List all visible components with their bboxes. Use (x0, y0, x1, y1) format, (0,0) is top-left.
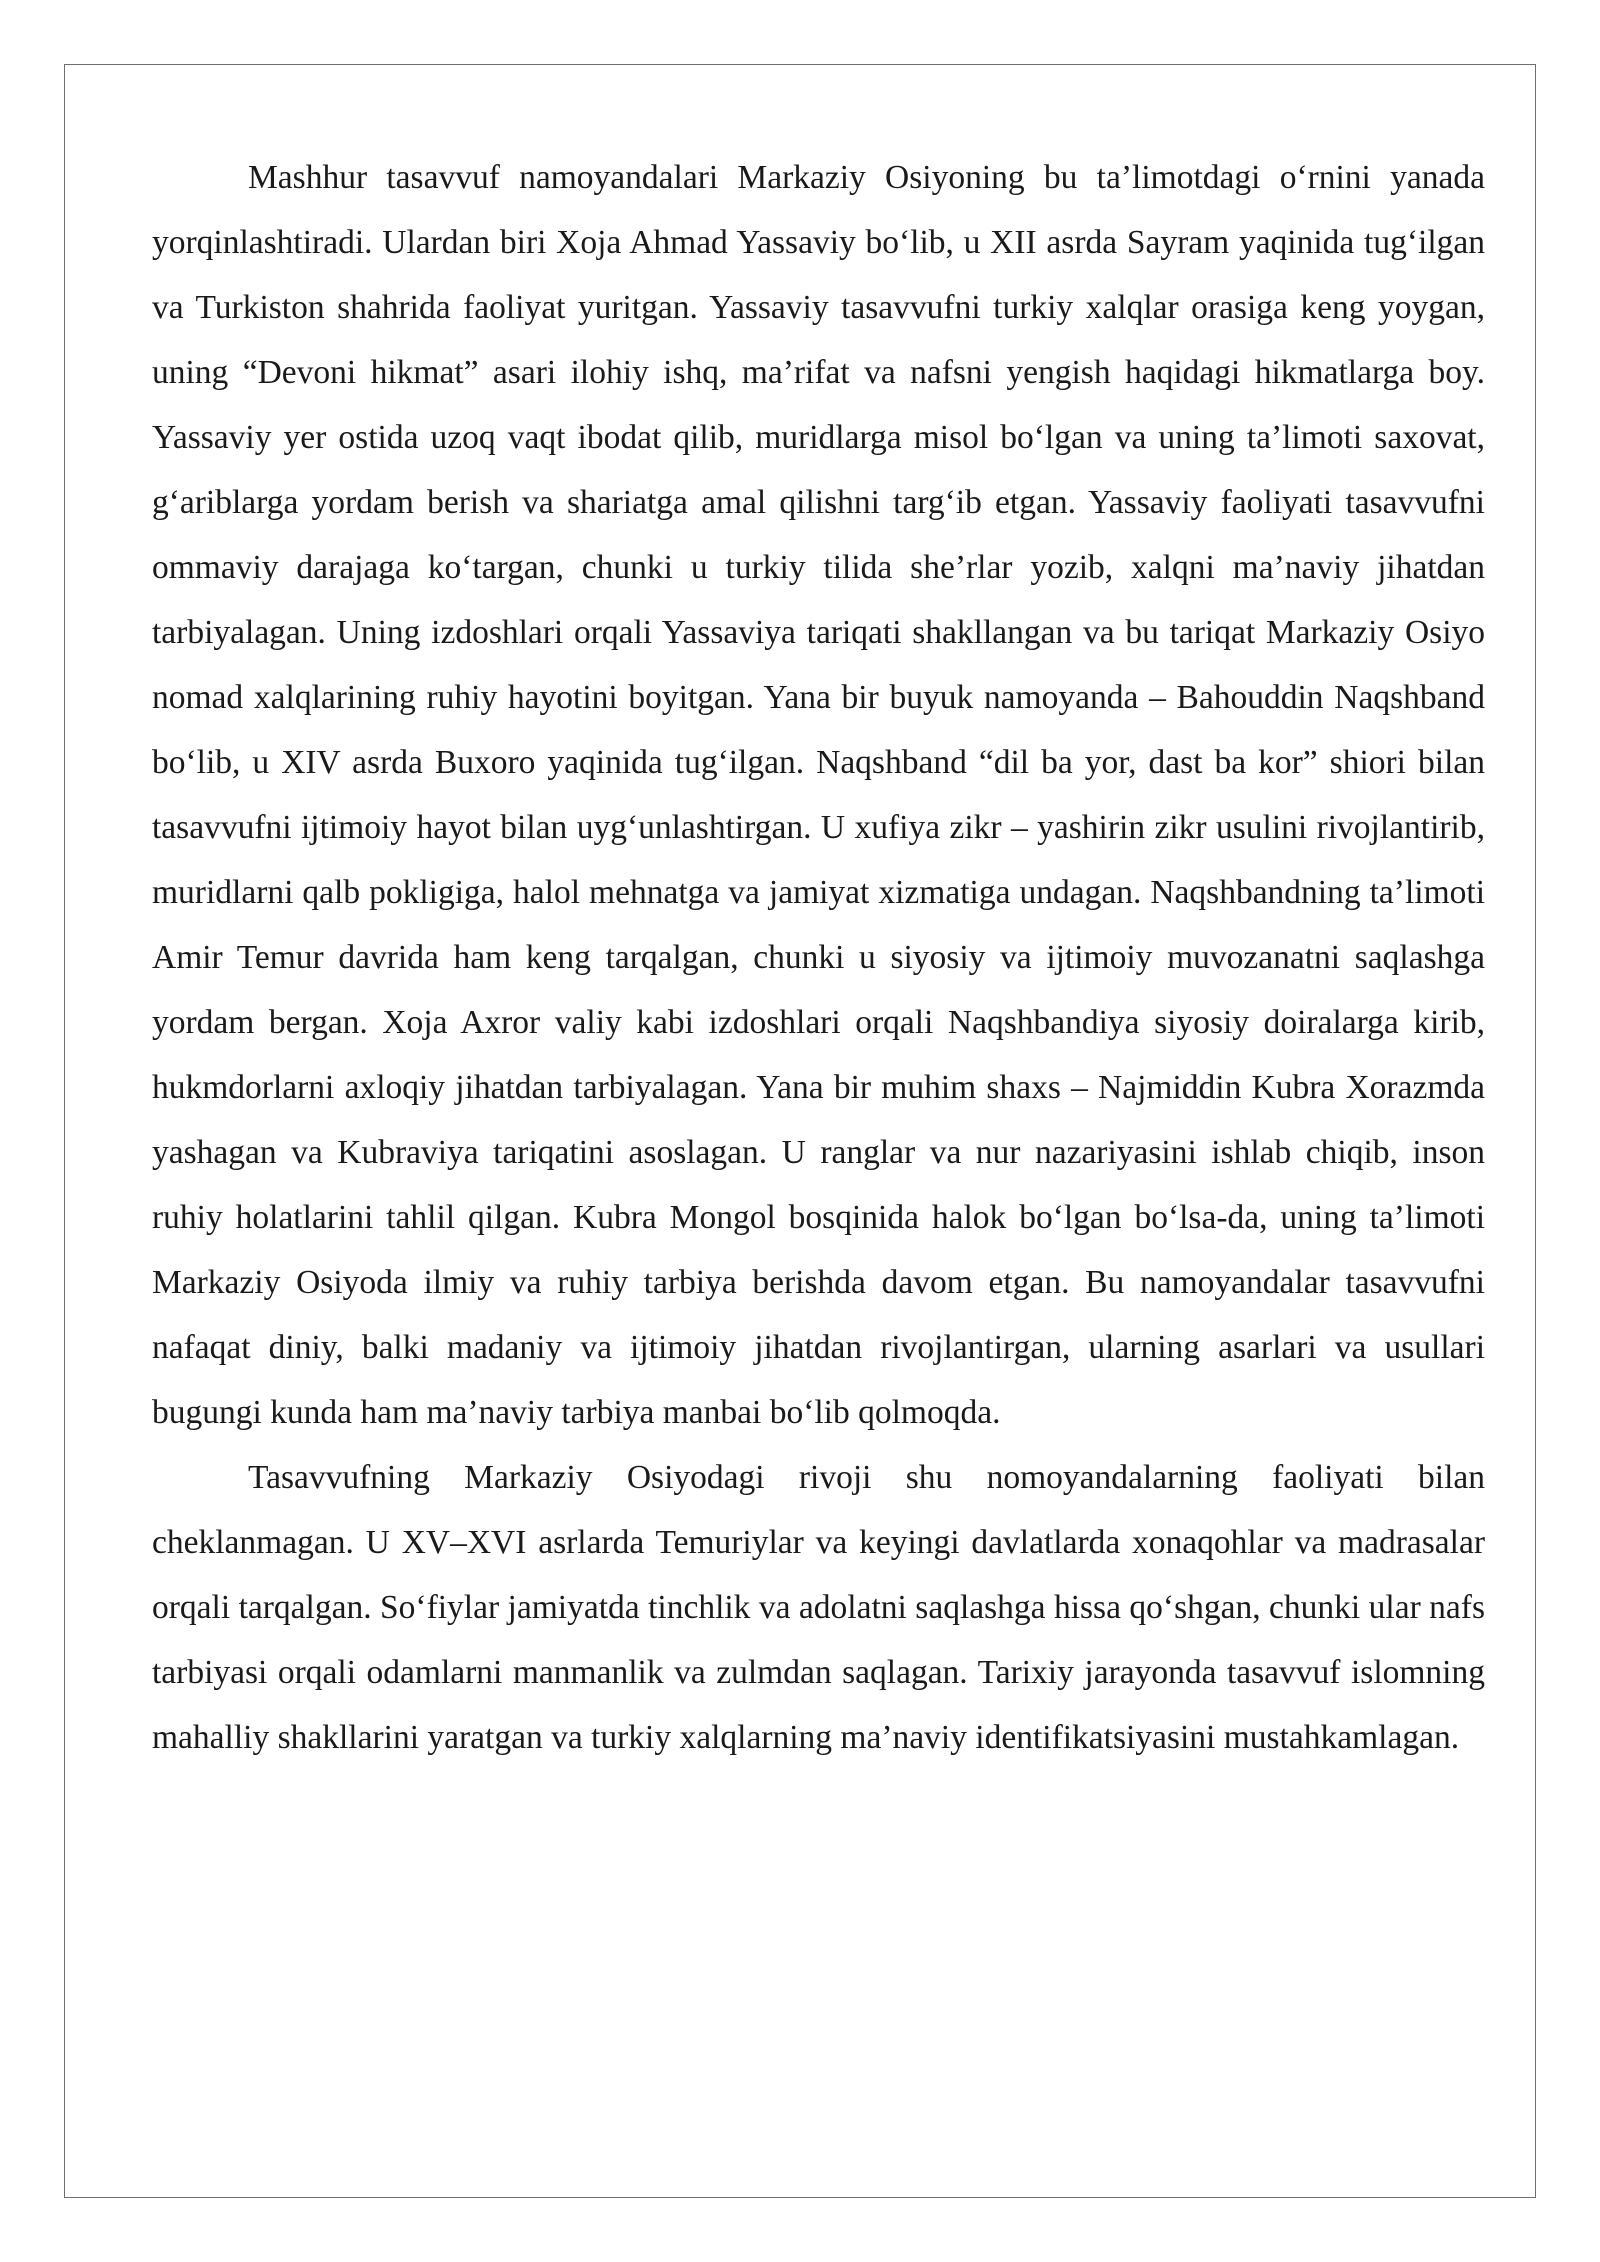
paragraph-1: Mashhur tasavvuf namoyandalari Markaziy Osiyoning bu ta’limotdagi o‘rnini yanada yorqinlashtiradi. Ulardan biri Xoja Ahmad Yassaviy bo‘lib, u XII asrda Sayram yaqinida tug‘ilgan va Turkiston shahrida faoliyat yuritgan. Yassaviy tasavvufni turkiy xalqlar orasiga keng yoygan, uning “Devoni hikmat” asari ilohiy ishq, ma’rifat va nafsni yengish haqidagi hikmatlarga boy. Yassaviy yer ostida uzoq vaqt ibodat qilib, muridlarga misol bo‘lgan va uning ta’limoti saxovat, g‘ariblarga yordam berish va shariatga amal qilishni targ‘ib etgan. Yassaviy faoliyati tasavvufni ommaviy darajaga ko‘targan, chunki u turkiy tilida she’rlar yozib, xalqni ma’naviy jihatdan tarbiyalagan. Uning izdoshlari orqali Yassaviya tariqati shakllangan va bu tariqat Markaziy Osiyo nomad xalqlarining ruhiy hayotini boyitgan. Yana bir buyuk namoyanda – Bahouddin Naqshband bo‘lib, u XIV asrda Buxoro yaqinida tug‘ilgan. Naqshband “dil ba yor, dast ba kor” shiori bilan tasavvufni ijtimoiy hayot bilan uyg‘unlashtirgan. U xufiya zikr – yashirin zikr usulini rivojlantirib, muridlarni qalb pokligiga, halol mehnatga va jamiyat xizmatiga undagan. Naqshbandning ta’limoti Amir Temur davrida ham keng tarqalgan, chunki u siyosiy va ijtimoiy muvozanatni saqlashga yordam bergan. Xoja Axror valiy kabi izdoshlari orqali Naqshbandiya siyosiy doiralarga kirib, hukmdorlarni axloqiy jihatdan tarbiyalagan. Yana bir muhim shaxs – Najmiddin Kubra Xorazmda yashagan va Kubraviya tariqatini asoslagan. U ranglar va nur nazariyasini ishlab chiqib, inson ruhiy holatlarini tahlil qilgan. Kubra Mongol bosqinida halok bo‘lgan bo‘lsa-da, uning ta’limoti Markaziy Osiyoda ilmiy va ruhiy tarbiya berishda davom etgan. Bu namoyandalar tasavvufni nafaqat diniy, balki madaniy va ijtimoiy jihatdan rivojlantirgan, ularning asarlari va usullari bugungi kunda ham ma’naviy tarbiya manbai bo‘lib qolmoqda. (152, 159, 1485, 1431)
document-body (152, 145, 1485, 1770)
paragraph-2: Tasavvufning Markaziy Osiyodagi rivoji shu nomoyandalarning faoliyati bilan cheklanmagan. U XV–XVI asrlarda Temuriylar va keyingi davlatlarda xonaqohlar va madrasalar orqali tarqalgan. So‘fiylar jamiyatda tinchlik va adolatni saqlashga hissa qo‘shgan, chunki ular nafs tarbiyasi orqali odamlarni manmanlik va zulmdan saqlagan. Tarixiy jarayonda tasavvuf islomning mahalliy shakllarini yaratgan va turkiy xalqlarning ma’naviy identifikatsiyasini mustahkamlagan. (152, 1459, 1485, 1756)
